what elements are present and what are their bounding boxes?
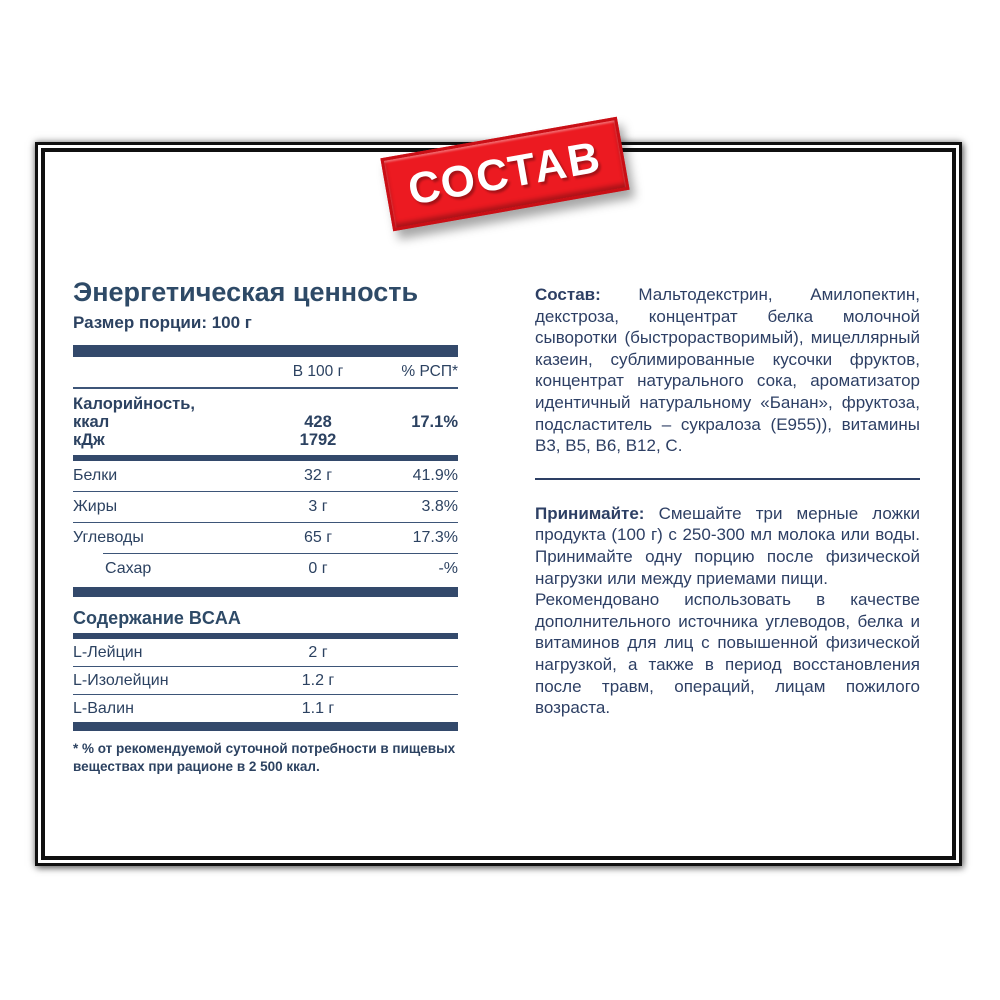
empty-cell <box>388 704 458 714</box>
table-row <box>73 554 458 584</box>
composition-panel <box>535 284 920 719</box>
energy-kj-value: 1792 <box>299 431 337 449</box>
row-sugar-value: 0 г <box>308 560 328 577</box>
usage-paragraph-2 <box>535 589 920 719</box>
table-row <box>73 523 458 553</box>
rsp-footnote: * % от рекомендуемой суточной потребности в пищевых веществах при рационе в 2 500 ккал. <box>73 741 456 774</box>
empty-cell <box>388 648 458 658</box>
table-row <box>73 492 458 523</box>
energy-values <box>248 395 388 449</box>
section-divider <box>535 478 920 480</box>
row-leucine-label: L-Лейцин <box>73 644 143 661</box>
usage-paragraph-1 <box>535 503 920 589</box>
nutrition-title: Энергетическая ценность <box>73 277 419 307</box>
composition-paragraph <box>535 284 920 457</box>
table-row <box>73 639 458 667</box>
row-protein-pct: 41.9% <box>412 467 458 484</box>
table-header-row <box>73 357 458 389</box>
energy-label-line3: кДж <box>73 431 105 449</box>
energy-value-spacer <box>248 395 388 413</box>
serving-size: Размер порции: 100 г <box>73 313 252 332</box>
table-top-bar <box>73 345 458 357</box>
header-pct-rsp: % РСП* <box>401 363 458 380</box>
nutrition-panel <box>73 276 458 776</box>
usage-text-2: Рекомендовано использовать в качестве дополнительного источника углеводов, белка и витаминов для лиц с повышенной физической нагрузкой, а также в период восстановления после травм, операций, лицам пожилого возраста. <box>535 590 920 718</box>
usage-text-1: Смешайте три мерные ложки продукта (100 г) с 250-300 мл молока или воды. Принимайте одну порцию после физической нагрузки или между приемами пищи. <box>535 503 920 588</box>
row-carbs-pct: 17.3% <box>412 529 458 546</box>
row-leucine-value: 2 г <box>308 644 328 661</box>
row-isoleucine-value: 1.2 г <box>301 672 335 689</box>
composition-text: Мальтодекстрин, Амилопектин, декстроза, концентрат белка молочной сыворотки (быстрорастворимый), мицеллярный казеин, сублимированные кусочки фруктов, концентрат натурального сока, ароматизатор идентичный натуральному «Банан», фруктоза, подсластитель – сукралоза (Е955)), витамины В3, В5, В6, В12, С. <box>535 285 920 456</box>
energy-pct-value: 17.1% <box>411 413 458 431</box>
energy-label-line2: ккал <box>73 413 110 431</box>
row-valine-value: 1.1 г <box>301 700 335 717</box>
energy-pct-spacer <box>388 395 458 413</box>
usage-label: Принимайте: <box>535 503 645 523</box>
energy-label-line1: Калорийность, <box>73 395 195 413</box>
header-per-100g: В 100 г <box>292 363 344 380</box>
table-row <box>73 695 458 722</box>
row-carbs-label: Углеводы <box>73 529 144 546</box>
table-row <box>73 461 458 492</box>
bcaa-title: Содержание BCAA <box>73 608 241 628</box>
row-protein-value: 32 г <box>303 467 333 484</box>
banner-label: СОСТАВ <box>404 132 606 215</box>
row-carbs-value: 65 г <box>303 529 333 546</box>
empty-cell <box>388 676 458 686</box>
row-isoleucine-label: L-Изолейцин <box>73 672 169 689</box>
energy-pct <box>388 395 458 431</box>
energy-label <box>73 395 248 449</box>
row-fat-value: 3 г <box>308 498 328 515</box>
row-protein-label: Белки <box>73 467 118 484</box>
table-row <box>73 667 458 695</box>
row-valine-label: L-Валин <box>73 700 134 717</box>
table-closing-bar <box>73 587 458 597</box>
energy-row <box>73 389 458 455</box>
row-fat-label: Жиры <box>73 498 118 515</box>
composition-label: Состав: <box>535 285 601 304</box>
row-sugar-pct: -% <box>438 560 458 577</box>
bcaa-bottom-bar <box>73 722 458 731</box>
row-sugar-label: Сахар <box>105 560 152 577</box>
row-fat-pct: 3.8% <box>421 498 458 515</box>
energy-kcal-value: 428 <box>304 413 332 431</box>
